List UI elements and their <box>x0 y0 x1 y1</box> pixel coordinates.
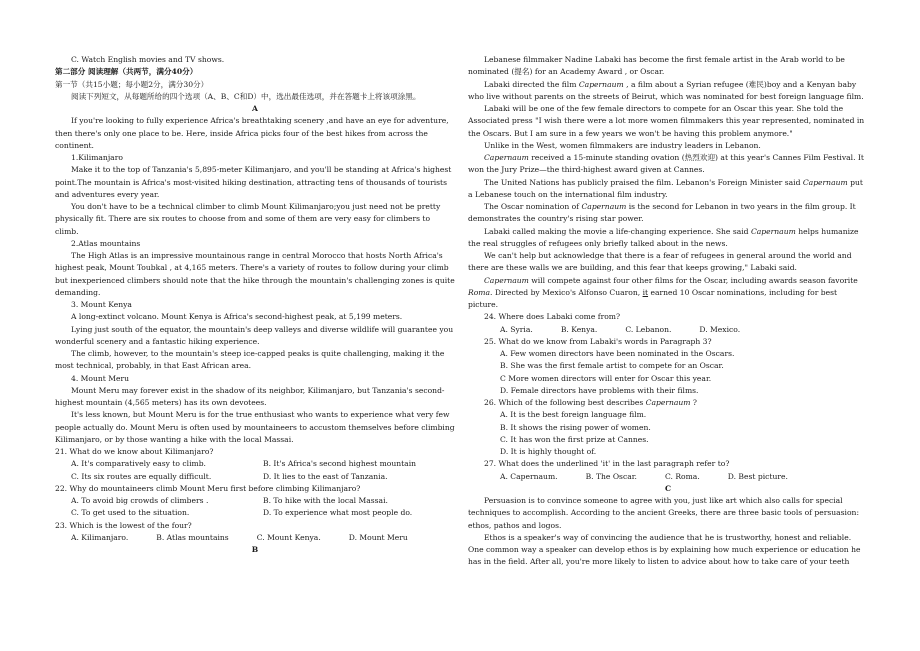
option: C. Mount Kenya. <box>256 532 321 542</box>
question-26: 26. Which of the following best describes Capernaum ? <box>484 398 698 407</box>
paragraph: Labaki will be one of the few female directors to compete for an Oscar this year. She told the Associated press "I wish there were a lot more women filmmakers this year represented, nominated in the Oscars. But I am sure in a few years we won't be having this problem anymore." <box>468 104 865 138</box>
question-23: 23. Which is the lowest of the four? <box>55 520 192 530</box>
paragraph: You don't have to be a technical climber to climb Mount Kilimanjaro;you just need not be pretty physically fit. There are six routes to choose from and some of them are very easy for climbers to climb. <box>55 202 441 236</box>
option: A. Capernaum. <box>500 471 558 481</box>
option: C. Lebanon. <box>625 324 672 334</box>
paragraph: Lying just south of the equator, the mountain's deep valleys and diverse wildlife will guarantee you wonderful scenery and a fantastic hiking experience. <box>55 324 454 346</box>
option: D. Mount Meru <box>348 532 408 542</box>
heading-kenya: 3. Mount Kenya <box>71 300 132 309</box>
paragraph: We can't help but acknowledge that there is a fear of refugees in general around the world and there are these walls we are building, and this fear that keeps growing," Labaki said. <box>468 251 852 273</box>
option: D. Female directors have problems with their films. <box>500 385 699 395</box>
option: B. It's Africa's second highest mountain <box>263 459 417 469</box>
options-row <box>55 471 455 483</box>
option: D. It is highly thought of. <box>500 447 597 456</box>
paragraph: Persuasion is to convince someone to agree with you, just like art which also calls for special techniques to accomplish. According to the ancient Greeks, there are three basic tools of persuasion: ethos, pathos and logos. <box>468 496 860 530</box>
paragraph: It's less known, but Mount Meru is for the true enthusiast who wants to experience what very few people actually do. Mount Meru is often used by mountaineers to accustom themselves before climbing Kilimanjaro, or by those wanting a hike with the local Massai. <box>55 410 455 444</box>
question-24: 24. Where does Labaki come from? <box>484 312 621 322</box>
option: A. It's comparatively easy to climb. <box>71 459 206 469</box>
film-title: Capernaum <box>581 202 627 211</box>
option: C. Its six routes are equally difficult. <box>71 471 212 481</box>
option: C. Roma. <box>664 471 700 481</box>
film-title: Capernaum <box>802 177 848 187</box>
option: D. Mexico. <box>699 324 741 334</box>
right-column <box>468 54 868 569</box>
passage-label-c: C <box>664 483 672 493</box>
option: D. Best picture. <box>727 471 788 481</box>
options-row <box>55 458 455 470</box>
option: B. The Oscar. <box>585 471 637 481</box>
option: B. It shows the rising power of women. <box>500 422 651 432</box>
paragraph: The climb, however, to the mountain's steep ice-capped peaks is quite challenging, making it the most technical, probably, in that East African area. <box>55 349 445 371</box>
question-21: 21. What do we know about Kilimanjaro? <box>55 447 214 456</box>
option: B. Atlas mountains <box>156 532 229 542</box>
passage-label-a: A <box>252 104 258 113</box>
film-title-roma: Roma <box>468 287 491 297</box>
film-title: Capernaum <box>578 79 624 89</box>
paragraph: The United Nations has publicly praised the film. Lebanon's Foreign Minister said Capernaum put a Lebanese touch on the international film industry. <box>468 177 863 199</box>
options-row <box>55 532 455 544</box>
option: A. To avoid big crowds of climbers . <box>71 496 209 505</box>
paragraph: The High Atlas is an impressive mountainous range in central Morocco that hosts North Africa's highest peak, Mount Toubkal , at 4,165 meters. There's a variety of routes to follow during your climb but inexperienced climbers should note that the hike through the mountain's challenging zones is quite demanding. <box>55 251 455 297</box>
paragraph: Labaki called making the movie a life-changing experience. She said Capernaum helps humanize the real struggles of refugees only briefly talked about in the news. <box>468 226 859 248</box>
option: C More women directors will enter for Oscar this year. <box>500 373 712 383</box>
paragraph: Capernaum received a 15-minute standing ovation (热烈欢迎) at this year's Cannes Film Festival. It won the Jury Prize—the third-highest award given at Cannes. <box>468 153 864 175</box>
film-title: Capernaum <box>484 153 529 162</box>
film-title: Capernaum <box>645 398 691 407</box>
option: A. It is the best foreign language film. <box>500 410 647 420</box>
heading-kilimanjaro: 1.Kilimanjaro <box>71 153 123 162</box>
passage-label-b: B <box>251 545 259 554</box>
instruction: 阅读下列短文，从每题所给的四个选项（A、B、C和D）中，选出最佳选项，并在答题卡上将该项涂黑。 <box>71 91 421 101</box>
question-25: 25. What do we know from Labaki's words in Paragraph 3? <box>484 336 712 346</box>
left-column <box>55 54 455 556</box>
option: B. She was the first female artist to compete for an Oscar. <box>500 361 724 371</box>
question-27: 27. What does the underlined 'it' in the last paragraph refer to? <box>484 459 730 469</box>
paragraph: Unlike in the West, women filmmakers are industry leaders in Lebanon. <box>484 140 761 150</box>
paragraph: Capernaum will compete against four other films for the Oscar, including awards season favorite Roma. Directed by Mexico's Alfonso Cuaron, it earned 10 Oscar nominations, including for best picture. <box>468 275 858 309</box>
film-title: Capernaum <box>750 226 796 236</box>
paragraph: The Oscar nomination of Capernaum is the second for Lebanon in two years in the film group. It demonstrates the country's rising star power. <box>468 202 856 224</box>
film-title: Capernaum <box>484 275 529 285</box>
option: A. Syria. <box>500 324 533 334</box>
prev-option-c: C. Watch English movies and TV shows. <box>71 55 225 64</box>
heading-meru: 4. Mount Meru <box>71 373 130 383</box>
question-22: 22. Why do mountaineers climb Mount Meru first before climbing Kilimanjaro? <box>55 483 361 493</box>
passage-a-intro: If you're looking to fully experience Africa's breathtaking scenery ,and have an eye for adventure, then there's only one place to be. Here, inside Africa picks four of the best hikes from across the continent. <box>55 116 449 150</box>
option: B. Kenya. <box>560 324 598 334</box>
option: A. Few women directors have been nominated in the Oscars. <box>500 349 735 358</box>
option: D. To experience what most people do. <box>263 508 413 518</box>
section-sub: 第一节（共15小题；每小题2分，满分30分） <box>55 79 209 89</box>
paragraph: A long-extinct volcano. Mount Kenya is Africa's second-highest peak, at 5,199 meters. <box>71 312 403 322</box>
option: B. To hike with the local Massai. <box>263 496 388 505</box>
option: D. It lies to the east of Tanzania. <box>263 471 388 481</box>
heading-atlas: 2.Atlas mountains <box>71 238 141 248</box>
option: C. It has won the first prize at Cannes. <box>500 434 649 444</box>
paragraph: Labaki directed the film Capernaum , a film about a Syrian refugee (难民)boy and a Kenyan baby who live without parents on the streets of Beirut, which was nominated for best foreign language film. <box>468 79 864 101</box>
section-title: 第二部分 阅读理解（共两节，满分40分） <box>55 67 198 77</box>
options-row <box>55 495 455 507</box>
underlined-it: it <box>642 287 649 297</box>
paragraph: Mount Meru may forever exist in the shadow of its neighbor, Kilimanjaro, but Tanzania's second-highest mountain (4,565 meters) has its own devotees. <box>55 385 445 407</box>
option: A. Kilimanjaro. <box>71 532 129 542</box>
paragraph: Lebanese filmmaker Nadine Labaki has become the first female artist in the Arab world to be nominated (提名) for an Academy Award , or Oscar. <box>468 55 845 77</box>
options-row <box>468 324 868 336</box>
options-row <box>55 507 455 519</box>
option: C. To get used to the situation. <box>71 508 190 518</box>
paragraph: Make it to the top of Tanzania's 5,895-meter Kilimanjaro, and you'll be standing at Africa's highest point.The mountain is Africa's most-visited hiking destination, attracting tens of thousands of tourists and adventures every year. <box>55 165 452 199</box>
paragraph: Ethos is a speaker's way of convincing the audience that he is trustworthy, honest and reliable. One common way a speaker can develop ethos is by explaining how much experience or education he has in the field. After all, you're more likely to listen to advice about how to take care of your teeth <box>468 532 861 567</box>
options-row <box>468 471 868 483</box>
